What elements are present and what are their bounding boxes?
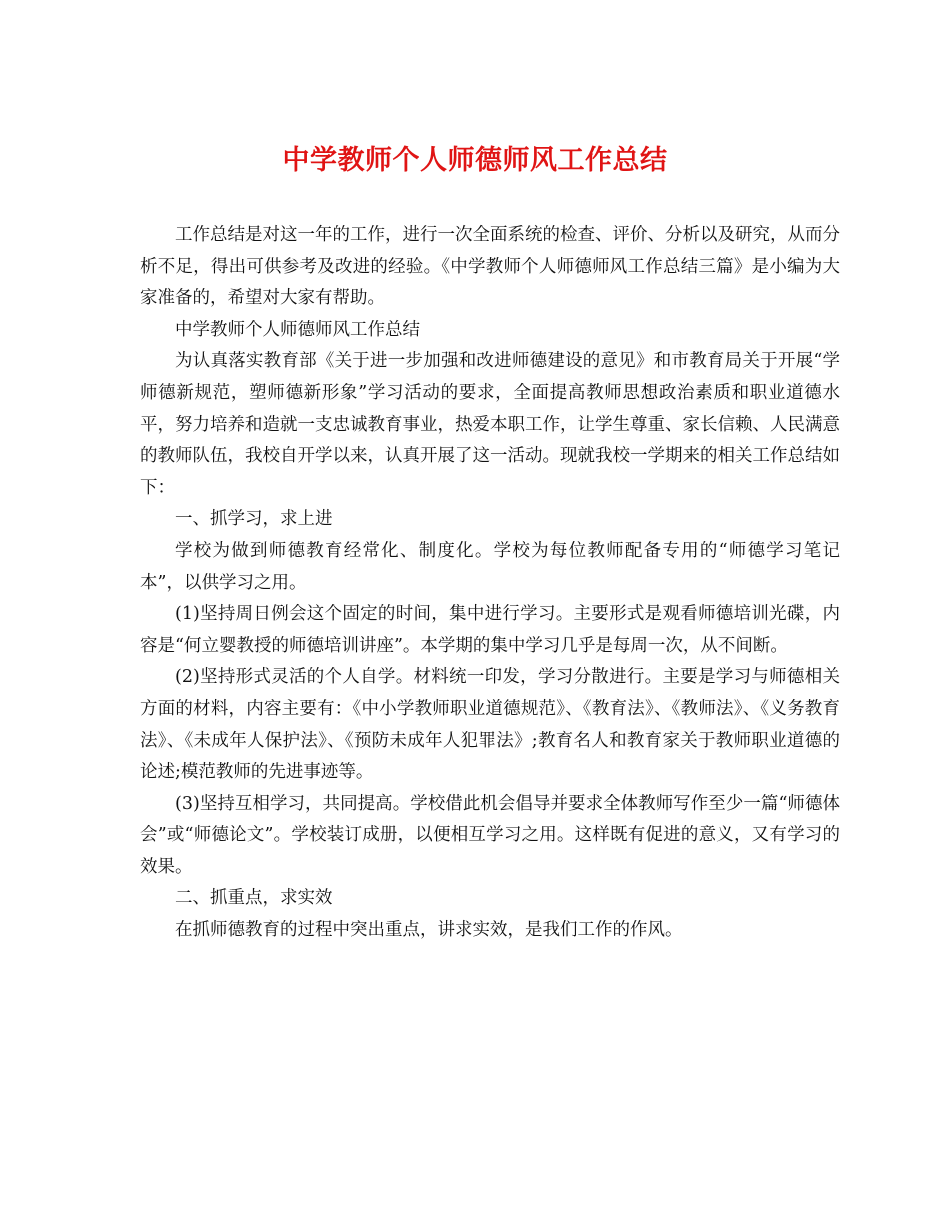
paragraph-background: 为认真落实教育部《关于进一步加强和改进师德建设的意见》和市教育局关于开展“学师德新规范，塑师德新形象”学习活动的要求，全面提高教师思想政治素质和职业道德水平，努力培养和造就一支忠诚教育事业，热爱本职工作，让学生尊重、家长信赖、人民满意的教师队伍，我校自开学以来，认真开展了这一活动。现就我校一学期来的相关工作总结如下：: [140, 351, 840, 498]
paragraph-item-2: (2)坚持形式灵活的个人自学。材料统一印发，学习分散进行。主要是学习与师德相关方面的材料，内容主要有：《中小学教师职业道德规范》、《教育法》、《教师法》、《义务教育法》、《未成年人保护法》、《预防未成年人犯罪法》;教育名人和教育家关于教师职业道德的论述;模范教师的先进事迹等。: [140, 667, 840, 783]
paragraph-intro: 工作总结是对这一年的工作，进行一次全面系统的检查、评价、分析以及研究，从而分析不足，得出可供参考及改进的经验。《中学教师个人师德师风工作总结三篇》是小编为大家准备的，希望对大家有帮助。: [140, 225, 840, 309]
section-heading-study: 一、抓学习，求上进: [175, 509, 333, 530]
document-body: [140, 220, 840, 947]
document-title: 中学教师个人师德师风工作总结: [282, 145, 668, 176]
paragraph-study-notebook: 学校为做到师德教育经常化、制度化。学校为每位教师配备专用的“师德学习笔记本”，以供学习之用。: [140, 540, 840, 593]
paragraph-item-3: (3)坚持互相学习，共同提高。学校借此机会倡导并要求全体教师写作至少一篇“师德体会”或“师德论文”。学校装订成册，以便相互学习之用。这样既有促进的意义，又有学习的效果。: [140, 793, 840, 877]
paragraph-item-1: (1)坚持周日例会这个固定的时间，集中进行学习。主要形式是观看师德培训光碟，内容是“何立婴教授的师德培训讲座”。本学期的集中学习几乎是每周一次，从不间断。: [140, 604, 840, 656]
section-heading-focus: 二、抓重点，求实效: [175, 888, 333, 909]
paragraph-subtitle: 中学教师个人师德师风工作总结: [175, 319, 420, 340]
paragraph-focus: 在抓师德教育的过程中突出重点，讲求实效，是我们工作的作风。: [175, 920, 683, 941]
